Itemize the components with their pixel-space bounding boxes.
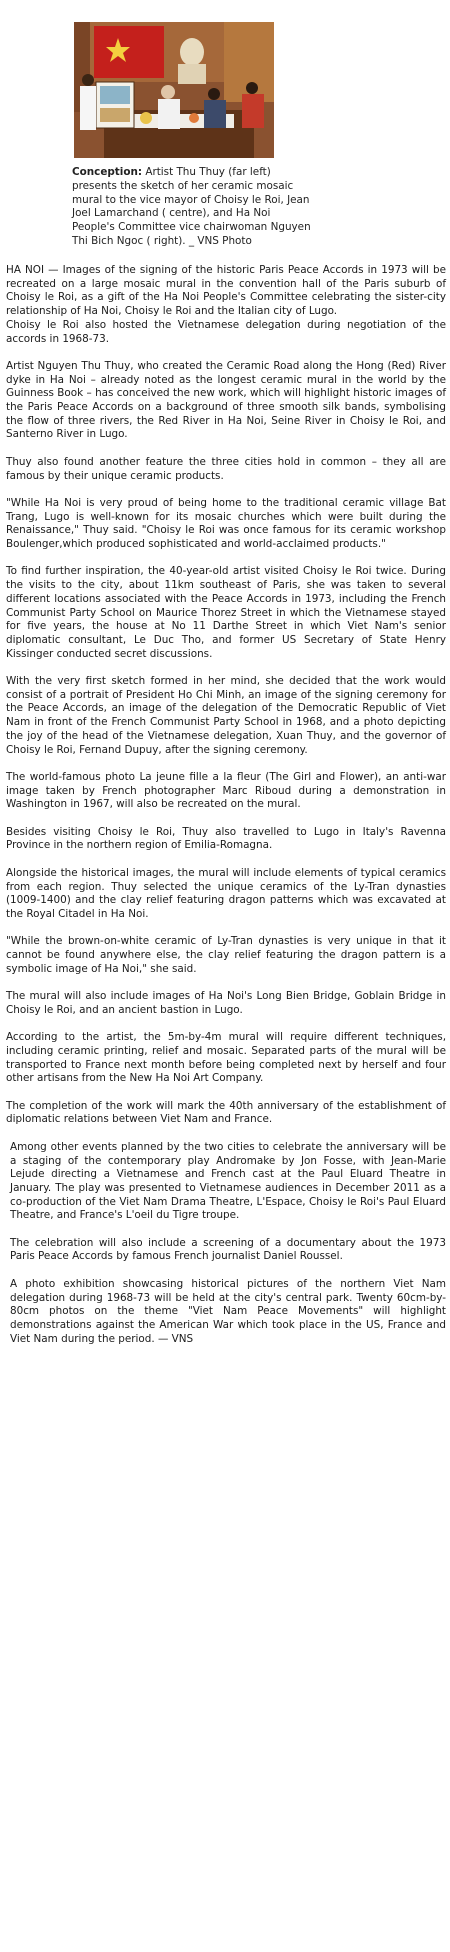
paragraph-3: Artist Nguyen Thu Thuy, who created the Ceramic Road along the Hong (Red) River dyke in Ha Noi – already noted as the longest ceramic mural in the world by the Guinness Book – has conceived the new work, which will highlight historic images of the Paris Peace Accords on a background of three smooth silk bands, symbolising the flow of three rivers, the Red River in Ha Noi, Seine River in Choisy le Roi, and Santerno River in Lugo. [6,359,446,441]
paragraph-15: Among other events planned by the two cities to celebrate the anniversary will be a staging of the contemporary play Andromake by Jon Fosse, with Jean-Marie Lejude directing a Vietnamese and French cast at the Paul Eluard Theatre in January. The play was presented to Vietnamese audiences in December 2011 as a co-production of the Viet Nam Drama Theatre, L'Espace, Choisy le Roi's Paul Eluard Theatre, and France's L'oeil du Tigre troupe. [10,1140,446,1222]
paragraph-16: The celebration will also include a screening of a documentary about the 1973 Paris Peace Accords by famous French journalist Daniel Roussel. [10,1236,446,1263]
paragraph-14: The completion of the work will mark the 40th anniversary of the establishment of diplomatic relations between Viet Nam and France. [6,1099,446,1126]
paragraph-2: Choisy le Roi also hosted the Vietnamese delegation during negotiation of the accords in 1968-73. [6,318,446,345]
paragraph-8: The world-famous photo La jeune fille a la fleur (The Girl and Flower), an anti-war image taken by French photographer Marc Riboud during a demonstration in Washington in 1967, will also be recreated on the mural. [6,770,446,811]
paragraph-6: To find further inspiration, the 40-year-old artist visited Choisy le Roi twice. During the visits to the city, about 11km southeast of Paris, she was taken to several different locations associated with the Peace Accords in 1973, including the French Communist Party School on Maurice Thorez Street in which the Vietnamese stayed for five years, the house at No 11 Darthe Street in which Viet Nam's senior diplomatic consultant, Le Duc Tho, and former US Secretary of State Henry Kissinger conducted secret discussions. [6,565,446,660]
paragraph-7: With the very first sketch formed in her mind, she decided that the work would consist of a portrait of President Ho Chi Minh, an image of the signing ceremony for the Peace Accords, an image of the delegation of the Democratic Republic of Viet Nam in front of the French Communist Party School in 1968, and a photo depicting the joy of the head of the Vietnamese delegation, Xuan Thuy, and the governor of Choisy le Roi, Fernand Dupuy, after the signing ceremony. [6,675,446,756]
paragraph-1: HA NOI — Images of the signing of the historic Paris Peace Accords in 1973 will be recreated on a large mosaic mural in the convention hall of the Paris suburb of Choisy le Roi, as a gift of the Ha Noi People's Committee celebrating the sister-city relationship of Ha Noi, Choisy le Roi and the Italian city of Lugo. [6,264,446,318]
paragraph-4: Thuy also found another feature the three cities hold in common – they all are famous by their unique ceramic products. [6,455,446,482]
caption-label: Conception: [72,166,143,178]
paragraph-17: A photo exhibition showcasing historical pictures of the northern Viet Nam delegation during 1968-73 will be held at the city's central park. Twenty 60cm-by-80cm photos on the theme "Viet Nam Peace Movements" will highlight demonstrations against the American War which took place in the US, France and Viet Nam during the period. — VNS [10,1277,446,1345]
paragraph-13: According to the artist, the 5m-by-4m mural will require different techniques, including ceramic printing, relief and mosaic. Separated parts of the mural will be transported to France next month before being completed next by herself and four other artisans from the New Ha Noi Art Company. [6,1031,446,1085]
article-photo [74,22,274,158]
paragraph-5: "While Ha Noi is very proud of being home to the traditional ceramic village Bat Trang, Lugo is well-known for its mosaic churches which were built during the Renaissance," Thuy said. "Choisy le Roi was once famous for its ceramic workshop Boulenger,which produced sophisticated and world-acclaimed products." [6,496,446,551]
paragraph-11: "While the brown-on-white ceramic of Ly-Tran dynasties is very unique in that it cannot be found anywhere else, the clay relief featuring the dragon pattern is a symbolic image of Ha Noi," she said. [6,935,446,975]
caption-text: Artist Thu Thuy (far left) presents the sketch of her ceramic mosaic mural to the vice mayor of Choisy le Roi, Jean Joel Lamarchand ( centre), and Ha Noi People's Committee vice chairwoman Nguyen Thi Bich Ngoc ( right). _ VNS Photo [72,166,311,247]
photo-caption [72,166,312,249]
photo-illustration [74,22,274,158]
article-body [6,264,446,1360]
paragraph-12: The mural will also include images of Ha Noi's Long Bien Bridge, Goblain Bridge in Choisy le Roi, and an ancient bastion in Lugo. [6,990,446,1016]
paragraph-9: Besides visiting Choisy le Roi, Thuy also travelled to Lugo in Italy's Ravenna Province in the northern region of Emilia-Romagna. [6,825,446,852]
paragraph-10: Alongside the historical images, the mural will include elements of typical ceramics from each region. Thuy selected the unique ceramics of the Ly-Tran dynasties (1009-1400) and the clay relief featuring dragon patterns which was excavated at the Royal Citadel in Ha Noi. [6,866,446,920]
photo-frame [74,22,274,158]
